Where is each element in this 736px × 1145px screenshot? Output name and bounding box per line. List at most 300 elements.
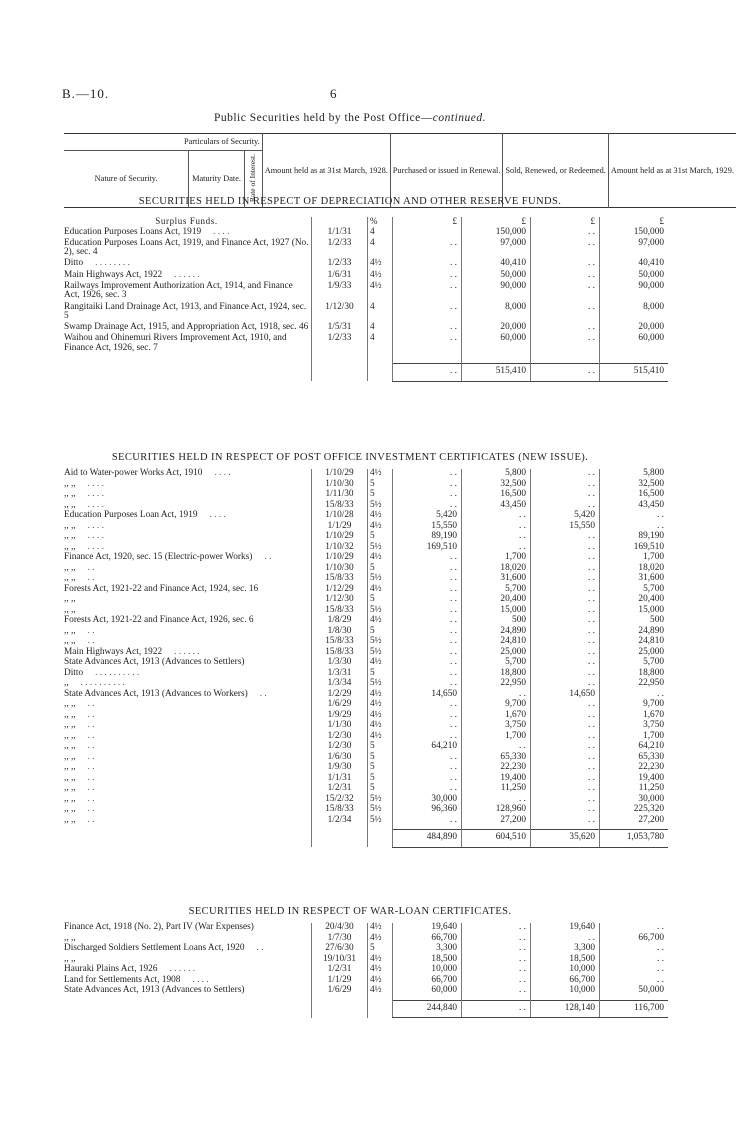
purchased-cell: 3,750 — [462, 721, 531, 732]
held-1929-cell: 18,020 — [600, 564, 669, 575]
nature-text: ,, ,, — [64, 762, 76, 772]
total-held-1928-cell: 484,890 — [393, 830, 462, 848]
rate-cell: 5 — [368, 742, 393, 753]
held-1928-cell: . . — [393, 679, 462, 690]
held-1928-cell: 64,210 — [393, 742, 462, 753]
held-1928-cell: 96,360 — [393, 805, 462, 816]
held-1928-cell: . . — [393, 784, 462, 795]
nature-text: ,, ,, — [64, 636, 76, 646]
total-held-1929-cell: 116,700 — [600, 1000, 669, 1018]
held-1929-cell: 5,800 — [600, 469, 669, 480]
held-1928-cell: 66,700 — [393, 934, 462, 945]
held-1929-cell: 89,190 — [600, 532, 669, 543]
rate-cell: 4 — [368, 334, 393, 355]
held-1929-cell: . . — [600, 976, 669, 987]
nature-text: Main Highways Act, 1922 — [64, 646, 163, 657]
leader-dots: . . — [87, 636, 95, 646]
nature-cell — [64, 658, 312, 669]
held-1928-cell: . . — [393, 271, 462, 282]
held-1929-cell: 20,400 — [600, 595, 669, 606]
maturity-cell: 1/1/31 — [312, 228, 368, 239]
maturity-cell: 1/2/31 — [312, 965, 368, 976]
total-purchased-cell: . . — [462, 1000, 531, 1018]
maturity-cell: 1/12/30 — [312, 595, 368, 606]
nature-text: Discharged Soldiers Settlement Loans Act, 1920 — [64, 943, 245, 953]
nature-cell — [64, 732, 312, 743]
held-1929-cell: . . — [600, 955, 669, 966]
leader-dots: . . — [87, 751, 95, 762]
purchased-cell: 5,700 — [462, 658, 531, 669]
nature-text: Education Purposes Loan Act, 1919 — [64, 510, 198, 520]
purchased-cell: 20,400 — [462, 595, 531, 606]
maturity-cell: 1/8/29 — [312, 616, 368, 627]
sold-cell: . . — [531, 543, 600, 554]
sold-cell: . . — [531, 334, 600, 355]
nature-text: ,, ,, — [64, 804, 76, 814]
held-1928-cell: 14,650 — [393, 690, 462, 701]
sold-cell: 10,000 — [531, 965, 600, 976]
nature-header: Nature of Security. — [94, 174, 158, 184]
nature-text: ,, ,, — [64, 604, 76, 615]
maturity-cell: 1/12/29 — [312, 585, 368, 596]
leader-dots: . . . . . . — [174, 269, 200, 280]
table-row — [64, 690, 668, 701]
nature-text: ,, ,, — [64, 541, 76, 552]
rate-cell: 5 — [368, 774, 393, 785]
rate-cell: 4½ — [368, 934, 393, 945]
rate-cell: 5 — [368, 532, 393, 543]
maturity-cell: 15/8/33 — [312, 648, 368, 659]
sold-cell: . . — [531, 700, 600, 711]
nature-text: ,, ,, — [64, 709, 76, 720]
maturity-cell: 1/6/30 — [312, 753, 368, 764]
maturity-cell: 1/2/30 — [312, 742, 368, 753]
total-row — [64, 1000, 668, 1018]
rate-cell: 5½ — [368, 816, 393, 827]
held-1928-header: Amount held as at 31st March, 1928. — [262, 134, 390, 208]
held-1928-cell: 66,700 — [393, 976, 462, 987]
rate-cell: 4½ — [368, 711, 393, 722]
leader-dots: . . . . — [87, 489, 104, 499]
held-1928-cell: . . — [393, 585, 462, 596]
maturity-cell: 1/2/33 — [312, 239, 368, 260]
purchased-cell: . . — [462, 965, 531, 976]
leader-dots: . . . . — [192, 974, 209, 985]
table-row — [64, 944, 668, 955]
nature-cell — [64, 753, 312, 764]
held-1929-cell: . . — [600, 944, 669, 955]
held-1928-cell: . . — [393, 774, 462, 785]
particulars-header: Particulars of Security. — [64, 134, 262, 151]
rate-cell: 4½ — [368, 721, 393, 732]
rate-cell: 4½ — [368, 923, 393, 934]
table-row — [64, 774, 668, 785]
held-1929-cell: 32,500 — [600, 480, 669, 491]
held-1929-cell: 22,950 — [600, 679, 669, 690]
table-row — [64, 469, 668, 480]
post-office-table — [64, 468, 664, 848]
sold-cell: . . — [531, 934, 600, 945]
table-row — [64, 721, 668, 732]
held-1928-cell: 15,550 — [393, 522, 462, 533]
sold-cell: . . — [531, 553, 600, 564]
leader-dots: . . — [87, 741, 95, 751]
sold-cell: . . — [531, 303, 600, 324]
held-1929-cell: 30,000 — [600, 795, 669, 806]
purchased-cell: 22,950 — [462, 679, 531, 690]
held-1928-cell: . . — [393, 239, 462, 260]
held-1929-cell: . . — [600, 965, 669, 976]
maturity-cell: 1/5/31 — [312, 323, 368, 334]
held-1929-cell: 225,320 — [600, 805, 669, 816]
rate-cell: 5 — [368, 669, 393, 680]
table-row — [64, 763, 668, 774]
held-1929-cell: 43,450 — [600, 501, 669, 512]
unit-held-1928: £ — [393, 217, 462, 228]
nature-text: ,, ,, — [64, 562, 76, 573]
nature-cell — [64, 616, 312, 627]
sold-cell: . . — [531, 795, 600, 806]
maturity-cell: 15/8/33 — [312, 606, 368, 617]
nature-text: Finance Act, 1918 (No. 2), Part IV (War Expenses) — [64, 922, 254, 932]
table-row — [64, 303, 668, 324]
maturity-cell: 1/10/30 — [312, 564, 368, 575]
rate-cell: 4½ — [368, 955, 393, 966]
nature-text: Finance Act, 1920, sec. 15 (Electric-power Works) — [64, 552, 253, 562]
held-1929-cell: 22,230 — [600, 763, 669, 774]
nature-text: ,, ,, — [64, 783, 76, 793]
table-row — [64, 658, 668, 669]
sold-cell: . . — [531, 711, 600, 722]
sold-cell: . . — [531, 564, 600, 575]
purchased-cell: 24,810 — [462, 637, 531, 648]
leader-dots: . . — [87, 804, 95, 814]
nature-text: Main Highways Act, 1922 — [64, 269, 163, 280]
leader-dots: . . — [264, 552, 272, 562]
held-1928-cell: . . — [393, 711, 462, 722]
maturity-cell: 1/9/29 — [312, 711, 368, 722]
maturity-cell: 1/3/31 — [312, 669, 368, 680]
maturity-cell: 1/10/29 — [312, 553, 368, 564]
purchased-cell: 27,200 — [462, 816, 531, 827]
purchased-cell: 65,330 — [462, 753, 531, 764]
held-1928-cell: 30,000 — [393, 795, 462, 806]
maturity-cell: 1/2/31 — [312, 784, 368, 795]
table-row — [64, 511, 668, 522]
rate-cell: 5 — [368, 490, 393, 501]
sold-cell: . . — [531, 679, 600, 690]
held-1928-cell: . . — [393, 627, 462, 638]
purchased-cell: 32,500 — [462, 480, 531, 491]
held-1928-cell: . . — [393, 658, 462, 669]
unit-purchased: £ — [462, 217, 531, 228]
nature-cell — [64, 700, 312, 711]
held-1928-cell: . . — [393, 816, 462, 827]
total-row — [64, 364, 668, 382]
held-1929-cell: 24,890 — [600, 627, 669, 638]
purchased-cell: 20,000 — [462, 323, 531, 334]
nature-cell — [64, 239, 312, 260]
leader-dots: . . — [87, 699, 95, 709]
sold-cell: . . — [531, 532, 600, 543]
maturity-cell: 1/2/34 — [312, 816, 368, 827]
rate-cell: 5½ — [368, 637, 393, 648]
held-1928-cell: . . — [393, 480, 462, 491]
leader-dots: . . — [87, 783, 95, 793]
total-purchased-cell: 604,510 — [462, 830, 531, 848]
purchased-cell: 25,000 — [462, 648, 531, 659]
leader-dots: . . . . — [209, 510, 226, 520]
maturity-cell: 1/9/33 — [312, 282, 368, 303]
total-held-1928-cell: . . — [393, 364, 462, 382]
leader-dots: . . — [87, 730, 95, 741]
held-1929-cell: . . — [600, 923, 669, 934]
sold-cell: . . — [531, 805, 600, 816]
leader-dots: . . . . — [87, 478, 104, 489]
maturity-cell: 1/9/30 — [312, 763, 368, 774]
nature-text: ,, ,, — [64, 814, 76, 825]
rate-cell: 5½ — [368, 543, 393, 554]
leader-dots: . . — [87, 814, 95, 825]
purchased-cell: . . — [462, 976, 531, 987]
sold-cell: . . — [531, 637, 600, 648]
held-1929-cell: 9,700 — [600, 700, 669, 711]
table-row — [64, 553, 668, 564]
nature-text: Railways Improvement Authorization Act, 1914, and Finance Act, 1926, sec. 3 — [64, 280, 293, 301]
spacer-row — [64, 355, 668, 364]
purchased-cell: . . — [462, 690, 531, 701]
held-1929-cell: 65,330 — [600, 753, 669, 764]
maturity-cell: 1/6/31 — [312, 271, 368, 282]
held-1928-cell: . . — [393, 606, 462, 617]
depreciation-heading: SECURITIES HELD IN RESPECT OF DEPRECIATION AND OTHER RESERVE FUNDS. — [138, 196, 562, 207]
held-1928-cell: . . — [393, 574, 462, 585]
nature-text: Rangitaiki Land Drainage Act, 1913, and Finance Act, 1924, sec. 5 — [64, 301, 307, 321]
nature-text: ,, ,, — [64, 573, 76, 583]
held-1929-cell: 150,000 — [600, 228, 669, 239]
purchased-cell: 97,000 — [462, 239, 531, 260]
table-row — [64, 816, 668, 827]
maturity-cell: 15/8/33 — [312, 637, 368, 648]
sold-cell: . . — [531, 282, 600, 303]
held-1928-cell: . . — [393, 721, 462, 732]
held-1929-cell: 64,210 — [600, 742, 669, 753]
held-1928-cell: . . — [393, 334, 462, 355]
held-1928-cell: . . — [393, 763, 462, 774]
rate-cell: 5½ — [368, 574, 393, 585]
rate-header: Rate of Interest. — [244, 150, 262, 208]
held-1929-cell: 169,510 — [600, 543, 669, 554]
sold-cell: 3,300 — [531, 944, 600, 955]
maturity-cell: 1/3/30 — [312, 658, 368, 669]
post-office-heading: SECURITIES HELD IN RESPECT OF POST OFFICE INVESTMENT CERTIFICATES (NEW ISSUE). — [111, 452, 589, 463]
held-1929-cell: 5,700 — [600, 658, 669, 669]
leader-dots: . . — [87, 709, 95, 720]
leader-dots: . . . . — [213, 226, 230, 237]
unit-sold: £ — [531, 217, 600, 228]
nature-text: ,, ,, — [64, 772, 76, 783]
held-1929-cell: 66,700 — [600, 934, 669, 945]
rate-cell: 5½ — [368, 606, 393, 617]
rate-cell: 4½ — [368, 469, 393, 480]
held-1928-cell: . . — [393, 564, 462, 575]
maturity-cell: 15/8/33 — [312, 501, 368, 512]
maturity-cell: 1/6/29 — [312, 986, 368, 997]
nature-cell — [64, 585, 312, 596]
held-1929-cell: . . — [600, 522, 669, 533]
held-1929-cell: 19,400 — [600, 774, 669, 785]
rate-cell: 4 — [368, 323, 393, 334]
rate-cell: 4½ — [368, 553, 393, 564]
nature-cell — [64, 532, 312, 543]
purchased-cell: . . — [462, 511, 531, 522]
total-held-1928-cell: 244,840 — [393, 1000, 462, 1018]
leader-dots: . . . . . . — [174, 646, 200, 657]
purchased-cell: 40,410 — [462, 259, 531, 270]
sold-cell: . . — [531, 469, 600, 480]
held-1928-cell: . . — [393, 469, 462, 480]
held-1929-cell: 15,000 — [600, 606, 669, 617]
maturity-header: Maturity Date. — [189, 150, 245, 208]
rate-cell: 4½ — [368, 658, 393, 669]
leader-dots: . . — [87, 793, 95, 804]
held-1928-cell: 18,500 — [393, 955, 462, 966]
nature-text: ,, ,, — [64, 699, 76, 709]
nature-cell — [64, 469, 312, 480]
leader-dots: . . . . . . — [169, 964, 196, 974]
purchased-cell: 1,700 — [462, 732, 531, 743]
purchased-cell: . . — [462, 522, 531, 533]
nature-text: ,, ,, — [64, 741, 76, 751]
table-row — [64, 239, 668, 260]
nature-cell — [64, 721, 312, 732]
held-1929-cell: 500 — [600, 616, 669, 627]
nature-text: Hauraki Plains Act, 1926 — [64, 964, 158, 974]
purchased-cell: 19,400 — [462, 774, 531, 785]
leader-dots: . . — [87, 772, 95, 783]
sold-cell: . . — [531, 501, 600, 512]
sold-cell: . . — [531, 574, 600, 585]
maturity-cell: 1/10/29 — [312, 469, 368, 480]
nature-cell — [64, 511, 312, 522]
total-row — [64, 830, 668, 848]
purchased-cell: . . — [462, 795, 531, 806]
nature-cell — [64, 490, 312, 501]
held-1928-cell: . . — [393, 732, 462, 743]
held-1929-cell: 1,670 — [600, 711, 669, 722]
total-purchased-cell: 515,410 — [462, 364, 531, 382]
held-1929-cell: 5,700 — [600, 585, 669, 596]
table-row — [64, 616, 668, 627]
held-1928-cell: . . — [393, 323, 462, 334]
rate-cell: 4½ — [368, 259, 393, 270]
held-1929-cell: 40,410 — [600, 259, 669, 270]
leader-dots: . . — [259, 688, 267, 699]
nature-text: State Advances Act, 1913 (Advances to Settlers) — [64, 657, 245, 667]
leader-dots: . . . . — [87, 520, 104, 531]
table-row — [64, 564, 668, 575]
purchased-header: Purchased or issued in Renewal. — [390, 134, 503, 208]
rate-cell: 5 — [368, 944, 393, 955]
sold-cell: . . — [531, 323, 600, 334]
held-1928-cell: . . — [393, 501, 462, 512]
maturity-cell: 1/8/30 — [312, 627, 368, 638]
maturity-cell: 15/8/33 — [312, 574, 368, 585]
held-1928-cell: . . — [393, 553, 462, 564]
held-1929-cell: 31,600 — [600, 574, 669, 585]
table-row — [64, 669, 668, 680]
purchased-cell: 128,960 — [462, 805, 531, 816]
held-1929-cell: 11,250 — [600, 784, 669, 795]
nature-text: ,, ,, — [64, 730, 76, 741]
rate-cell: 4½ — [368, 511, 393, 522]
table-row — [64, 334, 668, 355]
held-1928-cell: 3,300 — [393, 944, 462, 955]
nature-cell — [64, 816, 312, 827]
held-1928-cell: . . — [393, 648, 462, 659]
table-row — [64, 753, 668, 764]
rate-cell: 4½ — [368, 282, 393, 303]
rate-cell: 4½ — [368, 522, 393, 533]
rate-cell: 4½ — [368, 271, 393, 282]
rate-cell: 4½ — [368, 965, 393, 976]
sold-cell: 18,500 — [531, 955, 600, 966]
rate-cell: 4 — [368, 303, 393, 324]
held-1928-cell: . . — [393, 753, 462, 764]
purchased-cell: 8,000 — [462, 303, 531, 324]
purchased-cell: . . — [462, 934, 531, 945]
purchased-cell: 24,890 — [462, 627, 531, 638]
held-1929-cell: 97,000 — [600, 239, 669, 260]
nature-text: ,, ,, — [64, 478, 76, 489]
table-row — [64, 805, 668, 816]
maturity-cell: 1/12/30 — [312, 303, 368, 324]
nature-text: ,, ,, — [64, 793, 76, 804]
war-loan-table — [64, 922, 664, 1018]
sold-cell: 14,650 — [531, 690, 600, 701]
leader-dots: . . . . — [87, 499, 104, 510]
page-title: Public Securities held by the Post Office—continued. — [213, 112, 487, 124]
table-row — [64, 585, 668, 596]
depreciation-table — [64, 216, 664, 382]
held-1928-cell: . . — [393, 490, 462, 501]
sold-cell: . . — [531, 816, 600, 827]
nature-cell — [64, 282, 312, 303]
sold-cell: 19,640 — [531, 923, 600, 934]
held-1929-cell: 1,700 — [600, 732, 669, 743]
table-row — [64, 522, 668, 533]
leader-dots: . . . . . . . . . . — [80, 678, 125, 688]
rate-cell: 4½ — [368, 986, 393, 997]
purchased-cell: 1,700 — [462, 553, 531, 564]
nature-text: Education Purposes Loans Act, 1919 — [64, 226, 202, 237]
held-1928-cell: . . — [393, 669, 462, 680]
sold-cell: . . — [531, 658, 600, 669]
nature-cell — [64, 944, 312, 955]
purchased-cell: 1,670 — [462, 711, 531, 722]
held-1929-cell: 1,700 — [600, 553, 669, 564]
sold-cell: . . — [531, 648, 600, 659]
maturity-cell: 15/8/33 — [312, 805, 368, 816]
leader-dots: . . . . — [87, 541, 104, 552]
total-sold-cell: . . — [531, 364, 600, 382]
sold-header: Sold, Renewed, or Redeemed. — [503, 134, 608, 208]
maturity-cell: 1/10/28 — [312, 511, 368, 522]
sold-cell: . . — [531, 763, 600, 774]
nature-text: ,, — [64, 678, 69, 688]
sold-cell: . . — [531, 606, 600, 617]
nature-cell — [64, 303, 312, 324]
